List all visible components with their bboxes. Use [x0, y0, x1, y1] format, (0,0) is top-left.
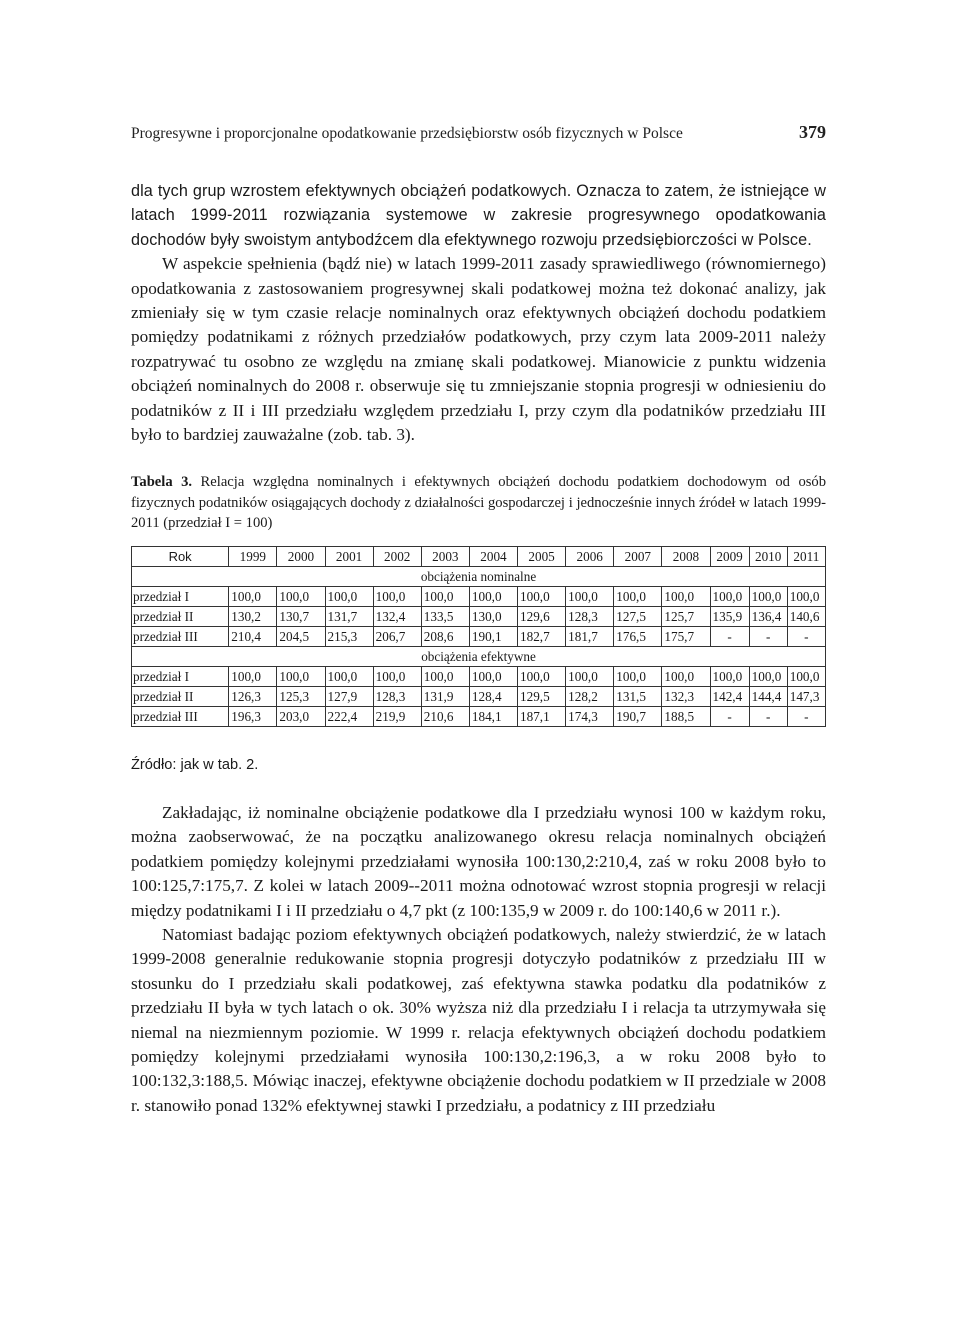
- year-cell: 2008: [662, 546, 710, 566]
- table-cell: 129,6: [518, 606, 566, 626]
- table-cell: 127,5: [614, 606, 662, 626]
- table-cell: 126,3: [229, 686, 277, 706]
- table-cell: 130,0: [469, 606, 517, 626]
- table-caption-label: Tabela 3.: [131, 474, 193, 491]
- table-cell: 142,4: [710, 686, 749, 706]
- year-cell: 2001: [325, 546, 373, 566]
- table-cell: 100,0: [614, 666, 662, 686]
- year-cell: 2000: [277, 546, 325, 566]
- table-cell: 147,3: [787, 686, 825, 706]
- table-cell: 100,0: [469, 666, 517, 686]
- table-cell: 128,2: [566, 686, 614, 706]
- table-cell: 136,4: [749, 606, 787, 626]
- table-cell: 132,3: [662, 686, 710, 706]
- table-cell: 131,5: [614, 686, 662, 706]
- table-cell: 100,0: [710, 586, 749, 606]
- data-table: [131, 546, 826, 727]
- table-cell: 203,0: [277, 706, 325, 726]
- table-cell: 100,0: [662, 586, 710, 606]
- table-cell: 100,0: [566, 586, 614, 606]
- table-caption-text: Relacja względna nominalnych i efektywnych obciążeń dochodu podatkiem dochodowym od osób fizycznych podatników osiągających dochody z działalności gospodarczej i jednocześnie innych źródeł w latach 1999-2011 (przedział I = 100): [131, 474, 827, 532]
- year-cell: 2003: [421, 546, 469, 566]
- table-cell: -: [710, 706, 749, 726]
- table-cell: 100,0: [229, 666, 277, 686]
- year-cell: 2004: [469, 546, 517, 566]
- table-cell: 100,0: [373, 666, 421, 686]
- row-label: przedział I: [132, 666, 229, 686]
- table-cell: 128,3: [566, 606, 614, 626]
- year-cell: 2009: [710, 546, 749, 566]
- section-nominal-row: [132, 566, 826, 586]
- table-cell: 100,0: [277, 666, 325, 686]
- table-cell: 133,5: [421, 606, 469, 626]
- table-cell: 100,0: [518, 666, 566, 686]
- table-cell: 188,5: [662, 706, 710, 726]
- table-cell: 100,0: [614, 586, 662, 606]
- table-cell: 128,4: [469, 686, 517, 706]
- paragraph-4: Natomiast badając poziom efektywnych obciążeń podatkowych, należy stwierdzić, że w latach 1999-2008 generalnie redukowanie stopnia progresji dotyczyło podatników z przedziału III w stosunku do I przedziału skali podatkowej, zaś efektywna stawka podatku dla podatników z przedziału II była w tych latach o ok. 30% wyższa niż dla przedziału I i relacja ta utrzymywała się niemal na niezmiennym poziomie. W 1999 r. relacja efektywnych obciążeń dochodu podatkiem pomiędzy kolejnymi przedziałami wynosiła 100:130,2:196,3, a w roku 2008 było to 100:132,3:188,5. Mówiąc inaczej, efektywne obciążenie dochodu podatkiem w II przedziale w 2008 r. stanowiło ponad 132% efektywnej stawki I przedziału, a podatnicy z III przedziału: [131, 925, 826, 1115]
- table-cell: 132,4: [373, 606, 421, 626]
- section-effective-row: [132, 646, 826, 666]
- table-cell: 100,0: [373, 586, 421, 606]
- table-cell: 219,9: [373, 706, 421, 726]
- table-cell: 184,1: [469, 706, 517, 726]
- table-cell: 215,3: [325, 626, 373, 646]
- paragraph-1: dla tych grup wzrostem efektywnych obciążeń podatkowych. Oznacza to zatem, że istniejące w latach 1999-2011 rozwiązania systemowe w zakresie progresywnego opodatkowania dochodów były swoistym antybodźcem dla efektywnego rozwoju przedsiębiorczości w Polsce.: [131, 182, 826, 249]
- table-cell: 100,0: [787, 666, 825, 686]
- table-cell: 100,0: [229, 586, 277, 606]
- table-cell: 130,2: [229, 606, 277, 626]
- section-effective: obciążenia efektywne: [132, 646, 826, 666]
- year-cell: 2005: [518, 546, 566, 566]
- row-label: przedział II: [132, 686, 229, 706]
- table-cell: 176,5: [614, 626, 662, 646]
- table-cell: 181,7: [566, 626, 614, 646]
- table-cell: 190,7: [614, 706, 662, 726]
- table-cell: -: [787, 626, 825, 646]
- table-cell: 128,3: [373, 686, 421, 706]
- page-number: 379: [799, 122, 826, 142]
- table-caption: [131, 472, 826, 534]
- table-cell: 125,7: [662, 606, 710, 626]
- table-row: [132, 686, 826, 706]
- row-label: przedział III: [132, 706, 229, 726]
- paragraph-2: W aspekcie spełnienia (bądź nie) w latach 1999-2011 zasady sprawiedliwego (równomiernego) opodatkowania z zastosowaniem progresywnej skali podatkowej można też dokonać analizy, jak zmieniały się w tym czasie relacje nominalnych oraz efektywnych obciążeń dochodu podatkiem pomiędzy podatnikami z różnych przedziałów podatkowych, przy czym lata 2009-2011 należy rozpatrywać tu osobno ze względu na zmianę skali podatkowej. Mianowicie z punktu widzenia obciążeń nominalnych do 2008 r. obserwuje się tu zmniejszanie stopnia progresji w odniesieniu do podatników z II i III przedziału względem przedziału I, przy czym dla podatników przedziału III było to bardziej zauważalne (zob. tab. 3).: [131, 254, 826, 445]
- table-cell: 100,0: [421, 666, 469, 686]
- table-cell: 174,3: [566, 706, 614, 726]
- table-cell: 206,7: [373, 626, 421, 646]
- table-cell: 204,5: [277, 626, 325, 646]
- table-cell: 190,1: [469, 626, 517, 646]
- year-cell: 2007: [614, 546, 662, 566]
- table-row: [132, 606, 826, 626]
- row-label: przedział I: [132, 586, 229, 606]
- table-cell: 182,7: [518, 626, 566, 646]
- table-cell: -: [710, 626, 749, 646]
- table-cell: 100,0: [325, 586, 373, 606]
- year-cell: 2002: [373, 546, 421, 566]
- row-label: przedział II: [132, 606, 229, 626]
- year-cell: 1999: [229, 546, 277, 566]
- running-header: [131, 122, 826, 143]
- year-cell: 2010: [749, 546, 787, 566]
- table-cell: 100,0: [277, 586, 325, 606]
- table-cell: -: [749, 626, 787, 646]
- year-header: Rok: [132, 546, 229, 566]
- paragraph-3: Zakładając, iż nominalne obciążenie podatkowe dla I przedziału wynosi 100 w każdym roku, można zaobserwować, że na początku analizowanego okresu relacja nominalnych obciążeń podatkiem pomiędzy kolejnymi przedziałami wynosiła 100:130,2:210,4, zaś w roku 2008 było to 100:125,7:175,7. Z kolei w latach 2009--2011 można odnotować wzrost stopnia progresji w relacji między podatnikami I i II przedziału o 4,7 pkt (z 100:135,9 w 2009 r. do 100:140,6 w 2011 r.).: [131, 802, 826, 920]
- table-cell: 129,5: [518, 686, 566, 706]
- section-nominal: obciążenia nominalne: [132, 566, 826, 586]
- table-cell: 140,6: [787, 606, 825, 626]
- table-row: [132, 626, 826, 646]
- table-cell: 100,0: [710, 666, 749, 686]
- table-cell: 135,9: [710, 606, 749, 626]
- table-cell: 222,4: [325, 706, 373, 726]
- table-row: [132, 666, 826, 686]
- table-cell: 100,0: [518, 586, 566, 606]
- table-cell: 100,0: [421, 586, 469, 606]
- table-cell: 144,4: [749, 686, 787, 706]
- table-cell: 100,0: [749, 666, 787, 686]
- table-cell: 100,0: [469, 586, 517, 606]
- table-cell: 131,9: [421, 686, 469, 706]
- table-cell: -: [749, 706, 787, 726]
- row-label: przedział III: [132, 626, 229, 646]
- table-cell: 100,0: [787, 586, 825, 606]
- table-source: Źródło: jak w tab. 2.: [131, 756, 259, 773]
- table-cell: -: [787, 706, 825, 726]
- table-cell: 100,0: [662, 666, 710, 686]
- table-cell: 196,3: [229, 706, 277, 726]
- table-cell: 100,0: [325, 666, 373, 686]
- table-cell: 187,1: [518, 706, 566, 726]
- table-cell: 127,9: [325, 686, 373, 706]
- year-cell: 2006: [566, 546, 614, 566]
- table-cell: 208,6: [421, 626, 469, 646]
- page: [131, 122, 826, 1118]
- table-cell: 100,0: [566, 666, 614, 686]
- year-cell: 2011: [787, 546, 825, 566]
- table-row: [132, 706, 826, 726]
- table-cell: 125,3: [277, 686, 325, 706]
- table-cell: 210,4: [229, 626, 277, 646]
- running-title: Progresywne i proporcjonalne opodatkowanie przedsiębiorstw osób fizycznych w Polsce: [131, 125, 683, 142]
- year-header-row: [132, 546, 826, 566]
- table-cell: 130,7: [277, 606, 325, 626]
- table-row: [132, 586, 826, 606]
- table-cell: 131,7: [325, 606, 373, 626]
- table-cell: 175,7: [662, 626, 710, 646]
- table-cell: 100,0: [749, 586, 787, 606]
- table-cell: 210,6: [421, 706, 469, 726]
